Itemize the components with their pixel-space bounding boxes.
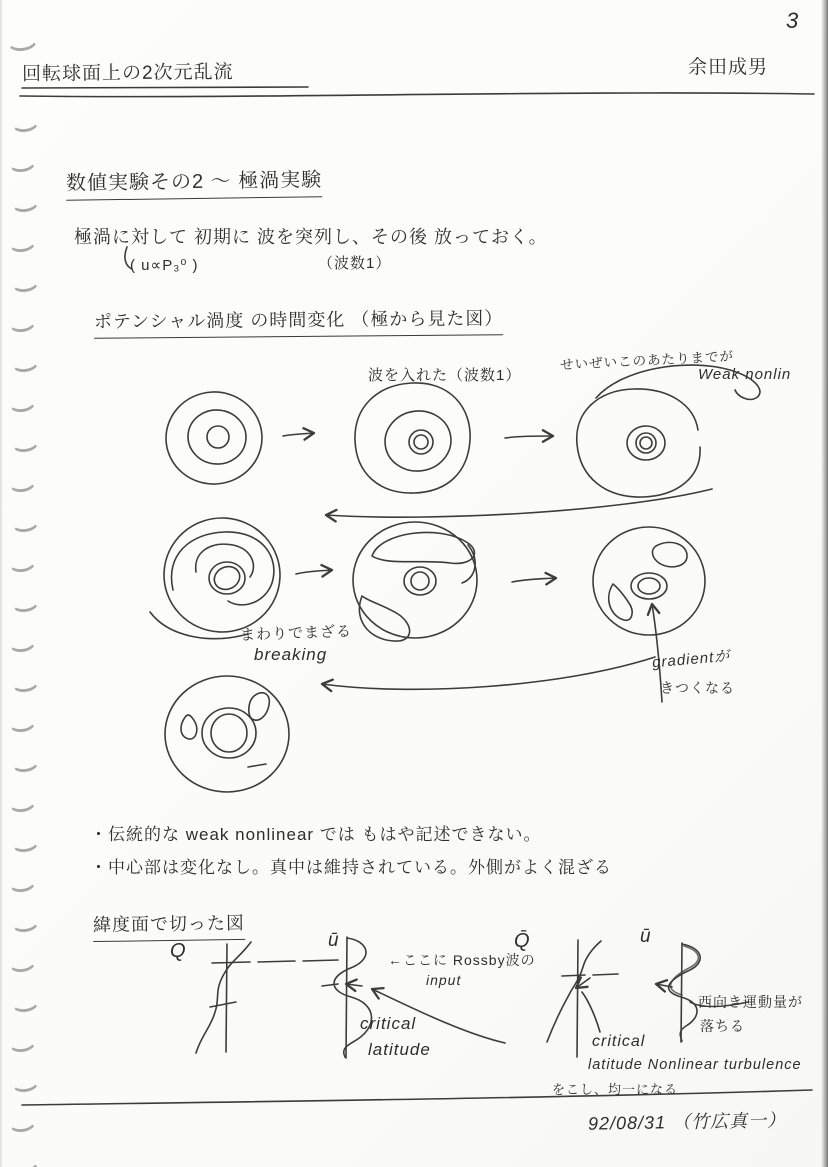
note-bullet-2: ・中心部は変化なし。真中は維持されている。外側がよく混ざる [90,858,612,877]
label-critical-left-1: critical [360,1014,417,1033]
label-weak-nonlin-en: Weak nonlin [698,366,792,383]
page-number: 3 [786,8,800,33]
note-bullet-1: ・伝統的な weak nonlinear では もはや記述できない。 [90,825,542,844]
label-breaking-jp: まわりでまざる [239,623,353,644]
label-westward-momentum-1: 西向き運動量が [698,994,803,1010]
main-title: 数値実験その2 〜 極渦実験 [66,163,323,201]
return-arrow-2 [322,657,655,689]
left-graph-q-label: Q [170,940,187,962]
footer-rule [22,1090,812,1105]
vortex-diagram-sharp-gradient [593,527,705,635]
label-gradient-jp: きつくなる [660,680,735,696]
vortex-diagram-spiral [577,365,760,497]
vortex-diagram-mixing [353,522,477,641]
intro-note-wavenumber: （波数1） [318,255,392,272]
arrow-2 [505,436,553,438]
vortex-diagram-wave-added [355,383,470,493]
label-gradient-en: gradientが [651,647,731,672]
header-rule [20,87,814,97]
right-graph-u-label: ū [640,926,652,947]
intro-note-initial-profile: ( u∝P₃⁰ ) [130,257,199,274]
label-critical-left-2: latitude [368,1040,431,1059]
label-critical-right-1: critical [592,1033,646,1050]
arrow-3 [296,570,332,574]
scan-edge-left [0,0,3,1167]
figure2-heading: 緯度面で切った図 [93,909,245,942]
arrow-1 [283,433,314,436]
label-critical-right-2: latitude Nonlinear turbulence [588,1057,802,1073]
intro-text: 極渦に対して 初期に 波を突列し、その後 放っておく。 [74,227,548,247]
label-westward-momentum-2: 落ちる [700,1018,745,1034]
return-arrow-1 [326,489,712,517]
label-rossby-input-en: input [426,972,462,988]
vortex-diagram-initial [163,389,265,487]
header-author: 余田成男 [688,57,769,78]
scan-edge-shadow [821,0,828,1167]
right-graph-q-label: Q̄ [514,930,531,952]
label-rossby-input-jp: ←ここに Rossby波の [388,952,536,968]
figure1-heading: ポテンシャル渦度 の時間変化 （極から見た図） [94,304,504,339]
label-breaking-en: breaking [254,645,328,664]
label-wave-input: 波を入れた（波数1） [368,367,522,384]
footer-date: 92/08/31 （竹広真一） [587,1110,787,1134]
label-weak-nonlin-jp: せいぜいこのあたりまでが [559,348,735,373]
left-graph-u-label: ū [328,930,340,951]
arrow-4 [512,578,556,582]
header-title: 回転球面上の2次元乱流 [21,61,234,86]
vortex-diagram-wrapping [150,515,283,639]
vortex-diagram-final [165,676,289,792]
label-homogenize: をこし、均一になる [552,1082,679,1097]
